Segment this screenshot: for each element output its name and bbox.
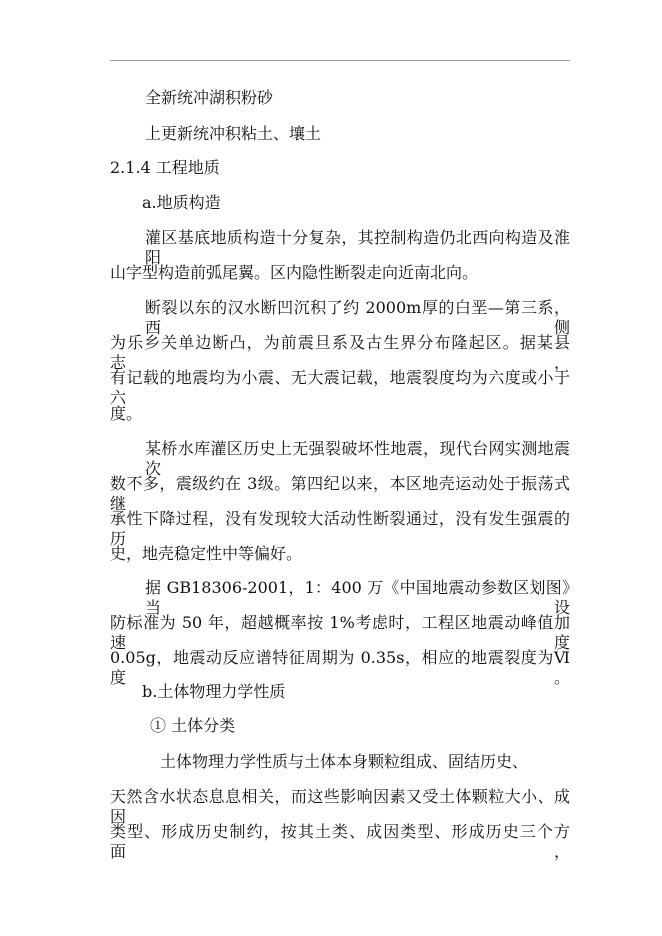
section-heading: 2.1.4 工程地质: [110, 158, 220, 177]
paragraph-line: 史，地壳稳定性中等偏好。: [110, 544, 303, 563]
paragraph-line: 防标准为 50 年，超越概率按 1%考虑时，工程区地震动峰值加速度: [110, 613, 570, 652]
paragraph-line: 为乐乡关单边断凸，为前震旦系及古生界分布隆起区。据某县志，: [110, 333, 570, 372]
paragraph-line: 灌区基底地质构造十分复杂，其控制构造仍北西向构造及淮阳: [145, 228, 570, 267]
paragraph-line: 0.05g，地震动反应谱特征周期为 0.35s，相应的地震裂度为Ⅵ度。: [110, 648, 570, 687]
paragraph-line: 断裂以东的汉水断凹沉积了约 2000m厚的白垩—第三系，西侧: [145, 298, 570, 337]
paragraph-line: 类型、形成历史制约，按其土类、成因类型、形成历史三个方面，: [110, 822, 570, 861]
paragraph-line: 度。: [110, 404, 143, 423]
text-line: 上更新统冲积粘土、壤土: [145, 124, 322, 143]
paragraph-line: 数不多，震级约在 3级。第四纪以来，本区地壳运动处于振荡式继: [110, 474, 570, 513]
paragraph-line: 土体物理力学性质与土体本身颗粒组成、固结历史、: [160, 752, 529, 771]
subsection-heading: b.土体物理力学性质: [142, 682, 286, 701]
header-rule: [110, 60, 570, 61]
paragraph-line: 有记载的地震均为小震、无大震记载，地震裂度均为六度或小于六: [110, 368, 570, 407]
text-line: 全新统冲湖积粉砂: [145, 88, 274, 107]
paragraph-line: 某桥水库灌区历史上无强裂破坏性地震，现代台网实测地震次: [145, 439, 570, 478]
paragraph-line: 据 GB18306-2001，1：400 万《中国地震动参数区划图》当设: [145, 578, 570, 617]
subsection-heading: a.地质构造: [142, 193, 221, 212]
paragraph-line: 天然含水状态息息相关，而这些影响因素又受土体颗粒大小、成因: [110, 787, 570, 826]
paragraph-line: 山字型构造前弧尾翼。区内隐性断裂走向近南北向。: [110, 263, 479, 282]
paragraph-line: 承性下降过程，没有发现较大活动性断裂通过，没有发生强震的历: [110, 509, 570, 548]
list-heading: ① 土体分类: [150, 716, 236, 735]
